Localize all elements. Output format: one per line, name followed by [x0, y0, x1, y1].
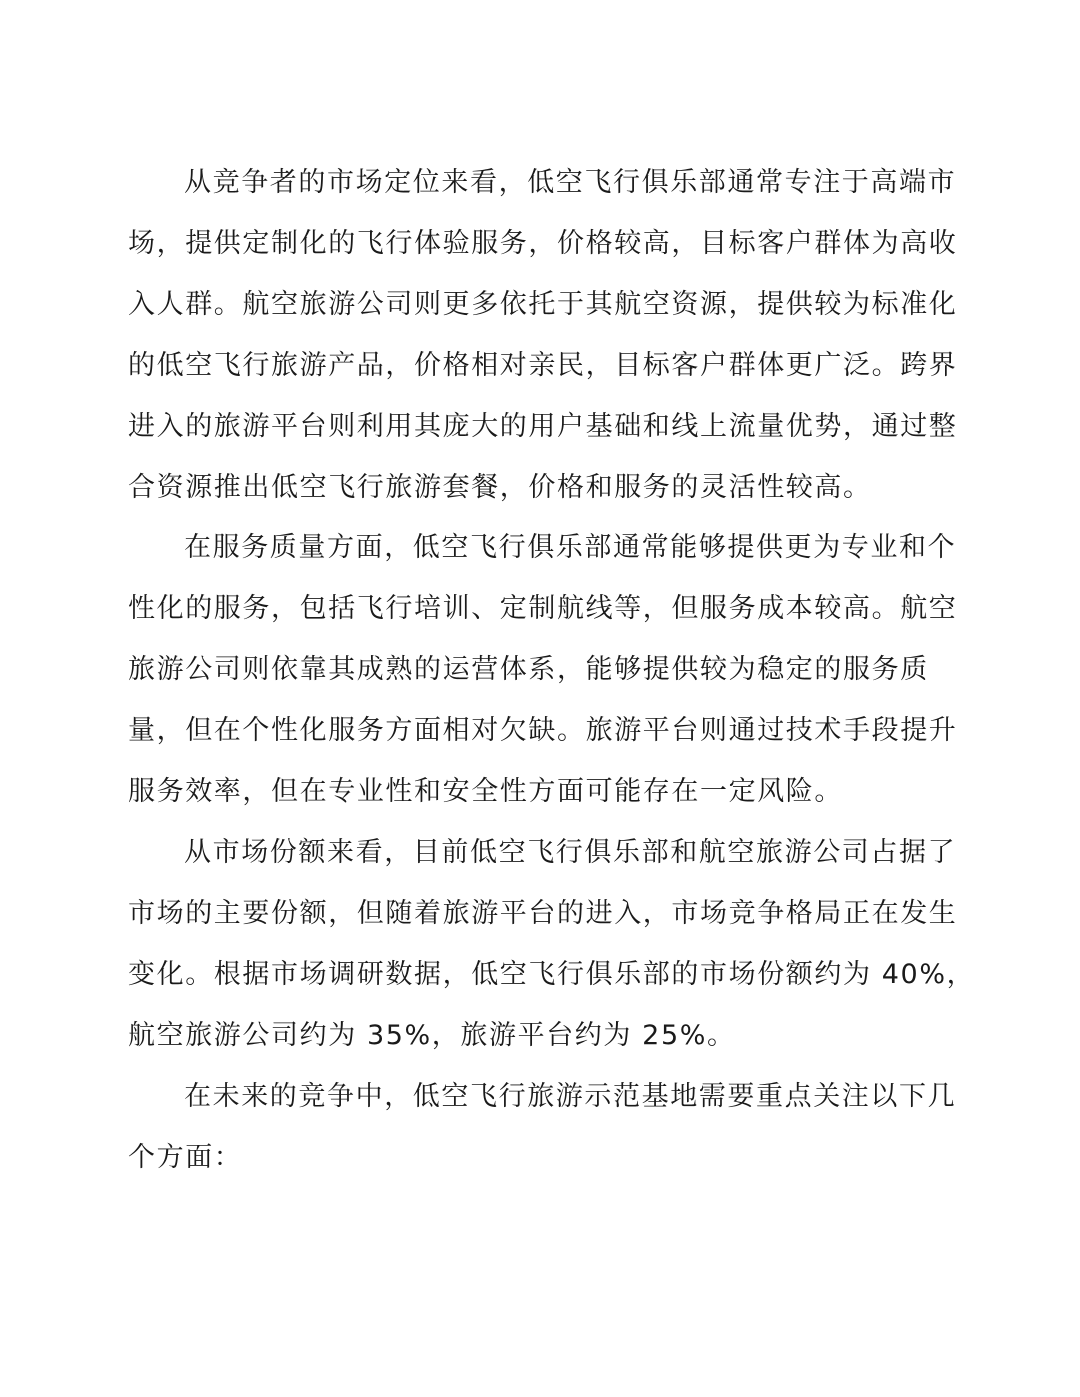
paragraph-line: 量，但在个性化服务方面相对欠缺。旅游平台则通过技术手段提升	[128, 715, 958, 746]
paragraph-line: 场，提供定制化的飞行体验服务，价格较高，目标客户群体为高收	[128, 228, 958, 259]
paragraph-line: 的低空飞行旅游产品，价格相对亲民，目标客户群体更广泛。跨界	[128, 350, 958, 381]
paragraph-line: 市场的主要份额，但随着旅游平台的进入，市场竞争格局正在发生	[128, 898, 958, 929]
paragraph-line: 在服务质量方面，低空飞行俱乐部通常能够提供更为专业和个	[184, 532, 957, 563]
paragraph-line: 入人群。航空旅游公司则更多依托于其航空资源，提供较为标准化	[128, 289, 958, 320]
paragraph-line: 合资源推出低空飞行旅游套餐，价格和服务的灵活性较高。	[128, 472, 872, 503]
paragraph-line: 从市场份额来看，目前低空飞行俱乐部和航空旅游公司占据了	[184, 837, 957, 868]
paragraph-competitor-positioning	[128, 152, 958, 518]
paragraph-line: 进入的旅游平台则利用其庞大的用户基础和线上流量优势，通过整	[128, 411, 958, 442]
paragraph-future-competition	[128, 1066, 957, 1188]
paragraph-line: 变化。根据市场调研数据，低空飞行俱乐部的市场份额约为 40%，	[128, 959, 976, 990]
paragraph-line: 服务效率，但在专业性和安全性方面可能存在一定风险。	[128, 776, 843, 807]
paragraph-line: 个方面：	[128, 1142, 243, 1173]
paragraph-line: 在未来的竞争中，低空飞行旅游示范基地需要重点关注以下几	[184, 1081, 957, 1112]
paragraph-line: 旅游公司则依靠其成熟的运营体系，能够提供较为稳定的服务质	[128, 654, 929, 685]
paragraph-line: 航空旅游公司约为 35%，旅游平台约为 25%。	[128, 1020, 736, 1051]
paragraph-market-share	[128, 822, 976, 1066]
paragraph-service-quality	[128, 517, 958, 822]
paragraph-line: 从竞争者的市场定位来看，低空飞行俱乐部通常专注于高端市	[184, 167, 957, 198]
paragraph-line: 性化的服务，包括飞行培训、定制航线等，但服务成本较高。航空	[128, 593, 958, 624]
